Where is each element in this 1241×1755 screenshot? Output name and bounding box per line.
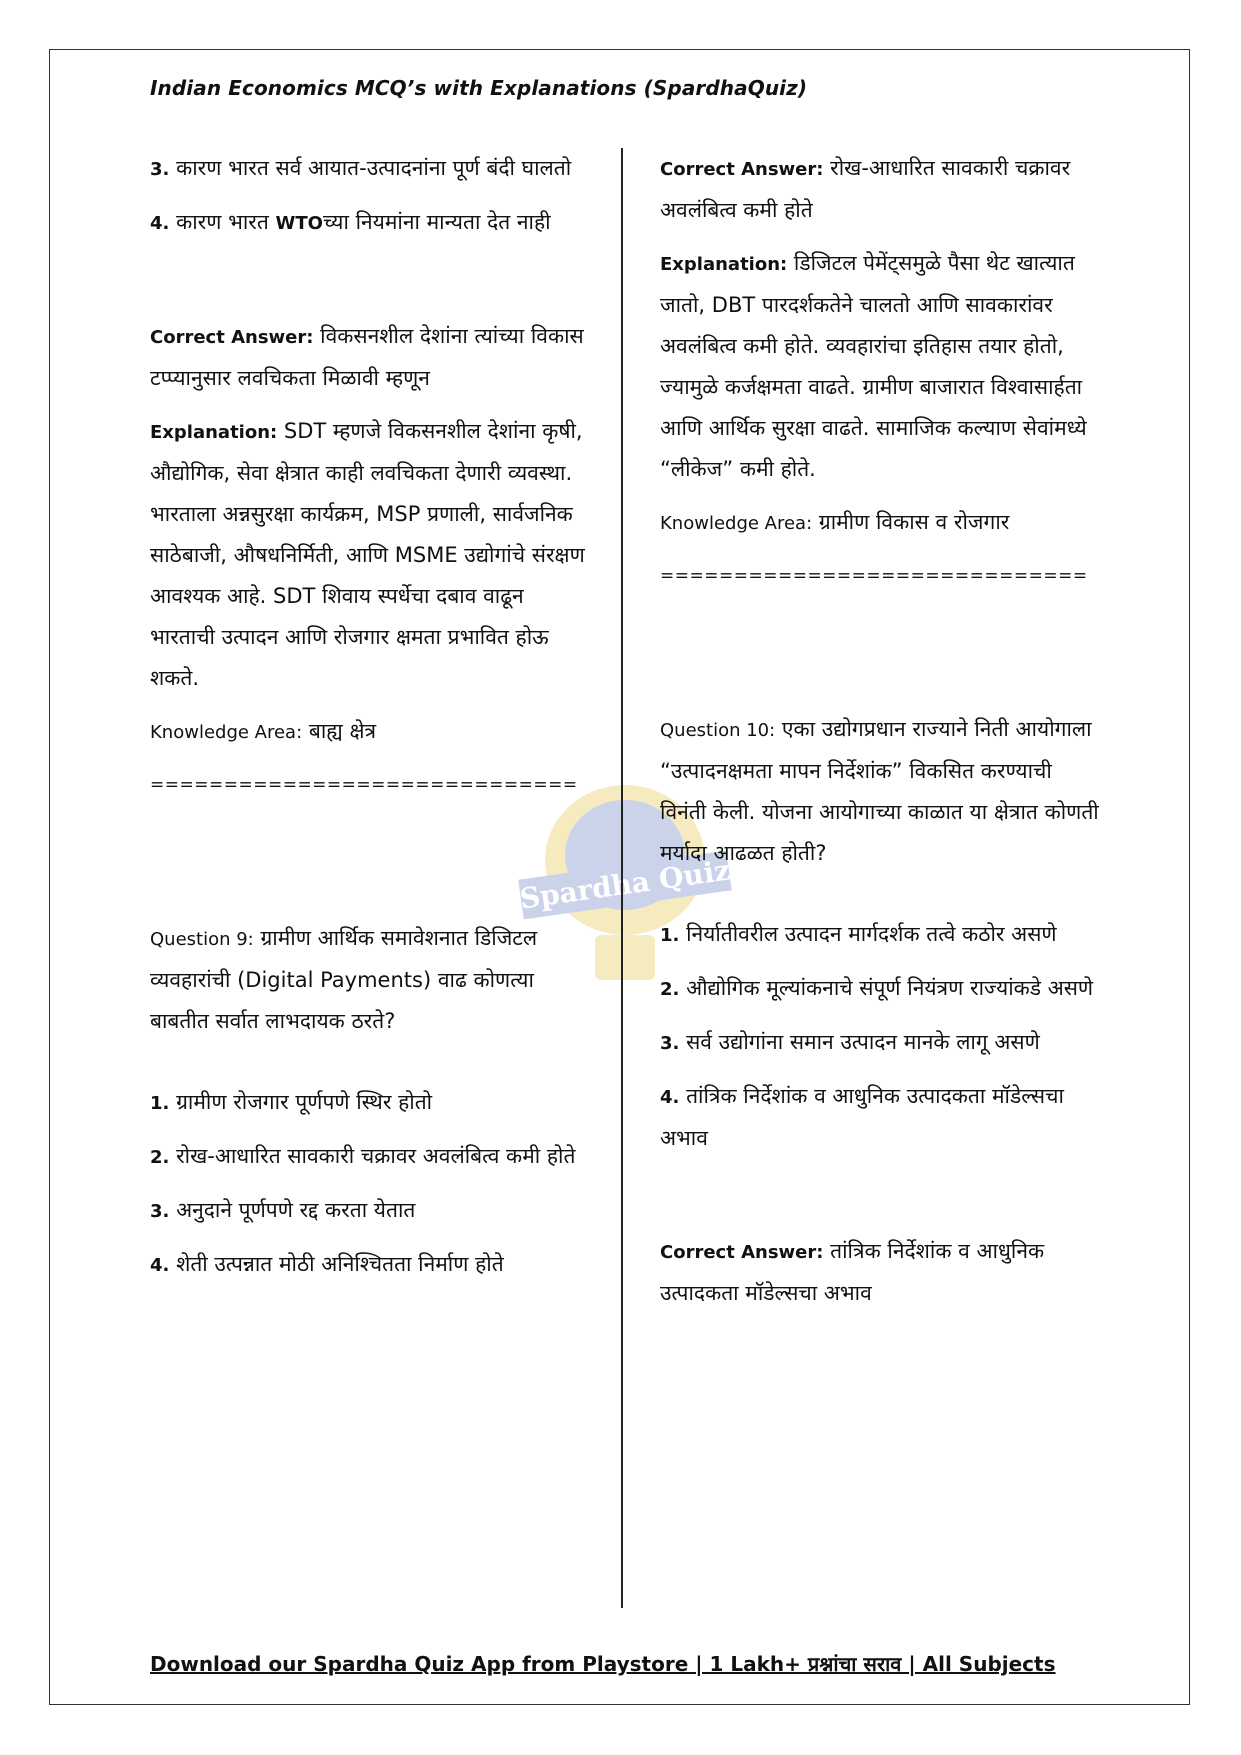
question-9: Question 9: ग्रामीण आर्थिक समावेशनात डिजिटल व्यवहारांची (Digital Payments) वाढ कोणत्या बाबतीत सर्वात लाभदायक ठरते? [150,926,538,1033]
q10-option-1: 1. निर्यातीवरील उत्पादन मार्गदर्शक तत्वे कठोर असणे [660,922,1057,946]
separator: ============================= [660,566,1088,586]
right-column [660,148,1100,1326]
q8-option-4: 4. कारण भारत WTOच्या नियमांना मान्यता देत नाही [150,210,551,234]
q10-option-4: 4. तांत्रिक निर्देशांक व आधुनिक उत्पादकता मॉडेल्सचा अभाव [660,1084,1064,1150]
footer-download-link[interactable]: Download our Spardha Quiz App from Playstore | 1 Lakh+ प्रश्नांचा सराव | All Subjects [150,1652,1056,1676]
q9-option-2: 2. रोख-आधारित सावकारी चक्रावर अवलंबित्व कमी होते [150,1144,576,1168]
q8-knowledge-area: Knowledge Area: बाह्य क्षेत्र [150,719,377,743]
q8-correct-answer: Correct Answer: विकसनशील देशांना त्यांच्या विकास टप्प्यानुसार लवचिकता मिळावी म्हणून [150,324,584,390]
q9-correct-answer: Correct Answer: रोख-आधारित सावकारी चक्रावर अवलंबित्व कमी होते [660,156,1071,222]
left-column [150,148,590,1298]
separator: ============================= [150,775,578,795]
q8-option-3: 3. कारण भारत सर्व आयात-उत्पादनांना पूर्ण बंदी घालतो [150,156,572,180]
q10-correct-answer: Correct Answer: तांत्रिक निर्देशांक व आधुनिक उत्पादकता मॉडेल्सचा अभाव [660,1239,1045,1305]
q8-explanation: Explanation: SDT म्हणजे विकसनशील देशांना कृषी, औद्योगिक, सेवा क्षेत्रात काही लवचिकता देणारी व्यवस्था. भारताला अन्नसुरक्षा कार्यक्रम, MSP प्रणाली, सार्वजनिक साठेबाजी, औषधनिर्मिती, आणि MSME उद्योगांचे संरक्षण आवश्यक आहे. SDT शिवाय स्पर्धेचा दबाव वाढून भारताची उत्पादन आणि रोजगार क्षमता प्रभावित होऊ शकते. [150,419,585,690]
page-header: Indian Economics MCQ’s with Explanations (SpardhaQuiz) [150,76,808,100]
q9-explanation: Explanation: डिजिटल पेमेंट्समुळे पैसा थेट खात्यात जातो, DBT पारदर्शकतेने चालतो आणि सावकारांवर अवलंबित्व कमी होते. व्यवहारांचा इतिहास तयार होतो, ज्यामुळे कर्जक्षमता वाढते. ग्रामीण बाजारात विश्वासार्हता आणि आर्थिक सुरक्षा वाढते. सामाजिक कल्याण सेवांमध्ये “लीकेज” कमी होते. [660,251,1087,481]
q10-option-3: 3. सर्व उद्योगांना समान उत्पादन मानके लागू असणे [660,1030,1040,1054]
q9-knowledge-area: Knowledge Area: ग्रामीण विकास व रोजगार [660,510,1010,534]
q9-option-3: 3. अनुदाने पूर्णपणे रद्द करता येतात [150,1198,416,1222]
q9-option-4: 4. शेती उत्पन्नात मोठी अनिश्चितता निर्माण होते [150,1252,504,1276]
question-10: Question 10: एका उद्योगप्रधान राज्याने निती आयोगाला “उत्पादनक्षमता मापन निर्देशांक” विकसित करण्याची विनंती केली. योजना आयोगाच्या काळात या क्षेत्रात कोणती मर्यादा आढळत होती? [660,717,1099,865]
column-divider [621,148,623,1608]
q9-option-1: 1. ग्रामीण रोजगार पूर्णपणे स्थिर होतो [150,1090,433,1114]
watermark-text: Spardha Quiz [517,853,733,916]
q10-option-2: 2. औद्योगिक मूल्यांकनाचे संपूर्ण नियंत्रण राज्यांकडे असणे [660,976,1094,1000]
